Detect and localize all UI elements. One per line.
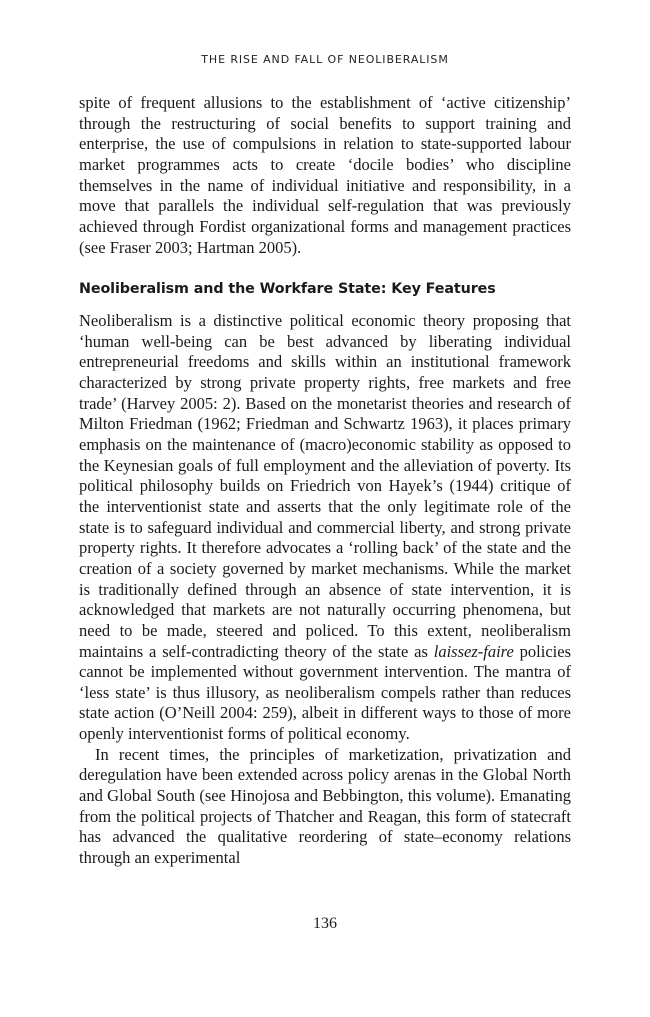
page-number: 136 (313, 915, 337, 932)
running-head: THE RISE AND FALL OF NEOLIBERALISM (201, 53, 449, 66)
italic-term: laissez-faire (433, 641, 514, 661)
continuation-text (79, 93, 571, 258)
paragraph-1-text: Neoliberalism is a distinctive political economic theory proposing that ‘human well-being can be best advanced by liberating individual entrepreneurial freedoms and skills within an institutional framework characterized by strong private property rights, free markets and free trade’ (Harvey 2005: 2). Based on the monetarist theories and research of Milton Friedman (1962; Friedman and Schwartz 1963), it places primary emphasis on the maintenance of (macro)economic stability as opposed to the Keynesian goals of full employment and the alleviation of poverty. Its political philosophy builds on Friedrich von Hayek’s (1944) critique of the interventionist state and asserts that the only legitimate role of the state is to safeguard individual and commercial liberty, and strong private property rights. It therefore advocates a ‘rolling back’ of the state and the creation of a society governed by market mechanisms. While the market is traditionally defined through an absence of state intervention, it is acknowledged that markets are not naturally occurring phenomena, but need to be made, steered and policed. To this extent, neoliberalism maintains a self-contradicting theory of the state as (79, 311, 571, 661)
section-heading: Neoliberalism and the Workfare State: Key Features (79, 281, 496, 297)
body-paragraph-2: In recent times, the principles of marketization, privatization and deregulation have been extended across policy arenas in the Global North and Global South (see Hinojosa and Bebbington, this volume). Emanating from the political projects of Thatcher and Reagan, this form of statecraft has advanced the qualitative reordering of state–economy relations through an experimental (79, 744, 571, 868)
section-body (79, 311, 571, 869)
continuation-paragraph: spite of frequent allusions to the establishment of ‘active citizenship’ through the restructuring of social benefits to support training and enterprise, the use of compulsions in relation to state-supported labour market programmes acts to create ‘docile bodies’ who discipline themselves in the name of individual initiative and responsibility, in a move that parallels the individual self-regulation that was previously achieved through Fordist organizational forms and management practices (see Fraser 2003; Hartman 2005). (79, 93, 571, 257)
body-paragraph-1 (79, 311, 571, 745)
paragraph-1-text-cont: policies cannot be implemented without government intervention. The mantra of ‘less state’ is thus illusory, as neoliberalism compels rather than reduces state action (O’Neill 2004: 259), albeit in different ways to those of more openly interventionist forms of political economy. (79, 641, 571, 744)
